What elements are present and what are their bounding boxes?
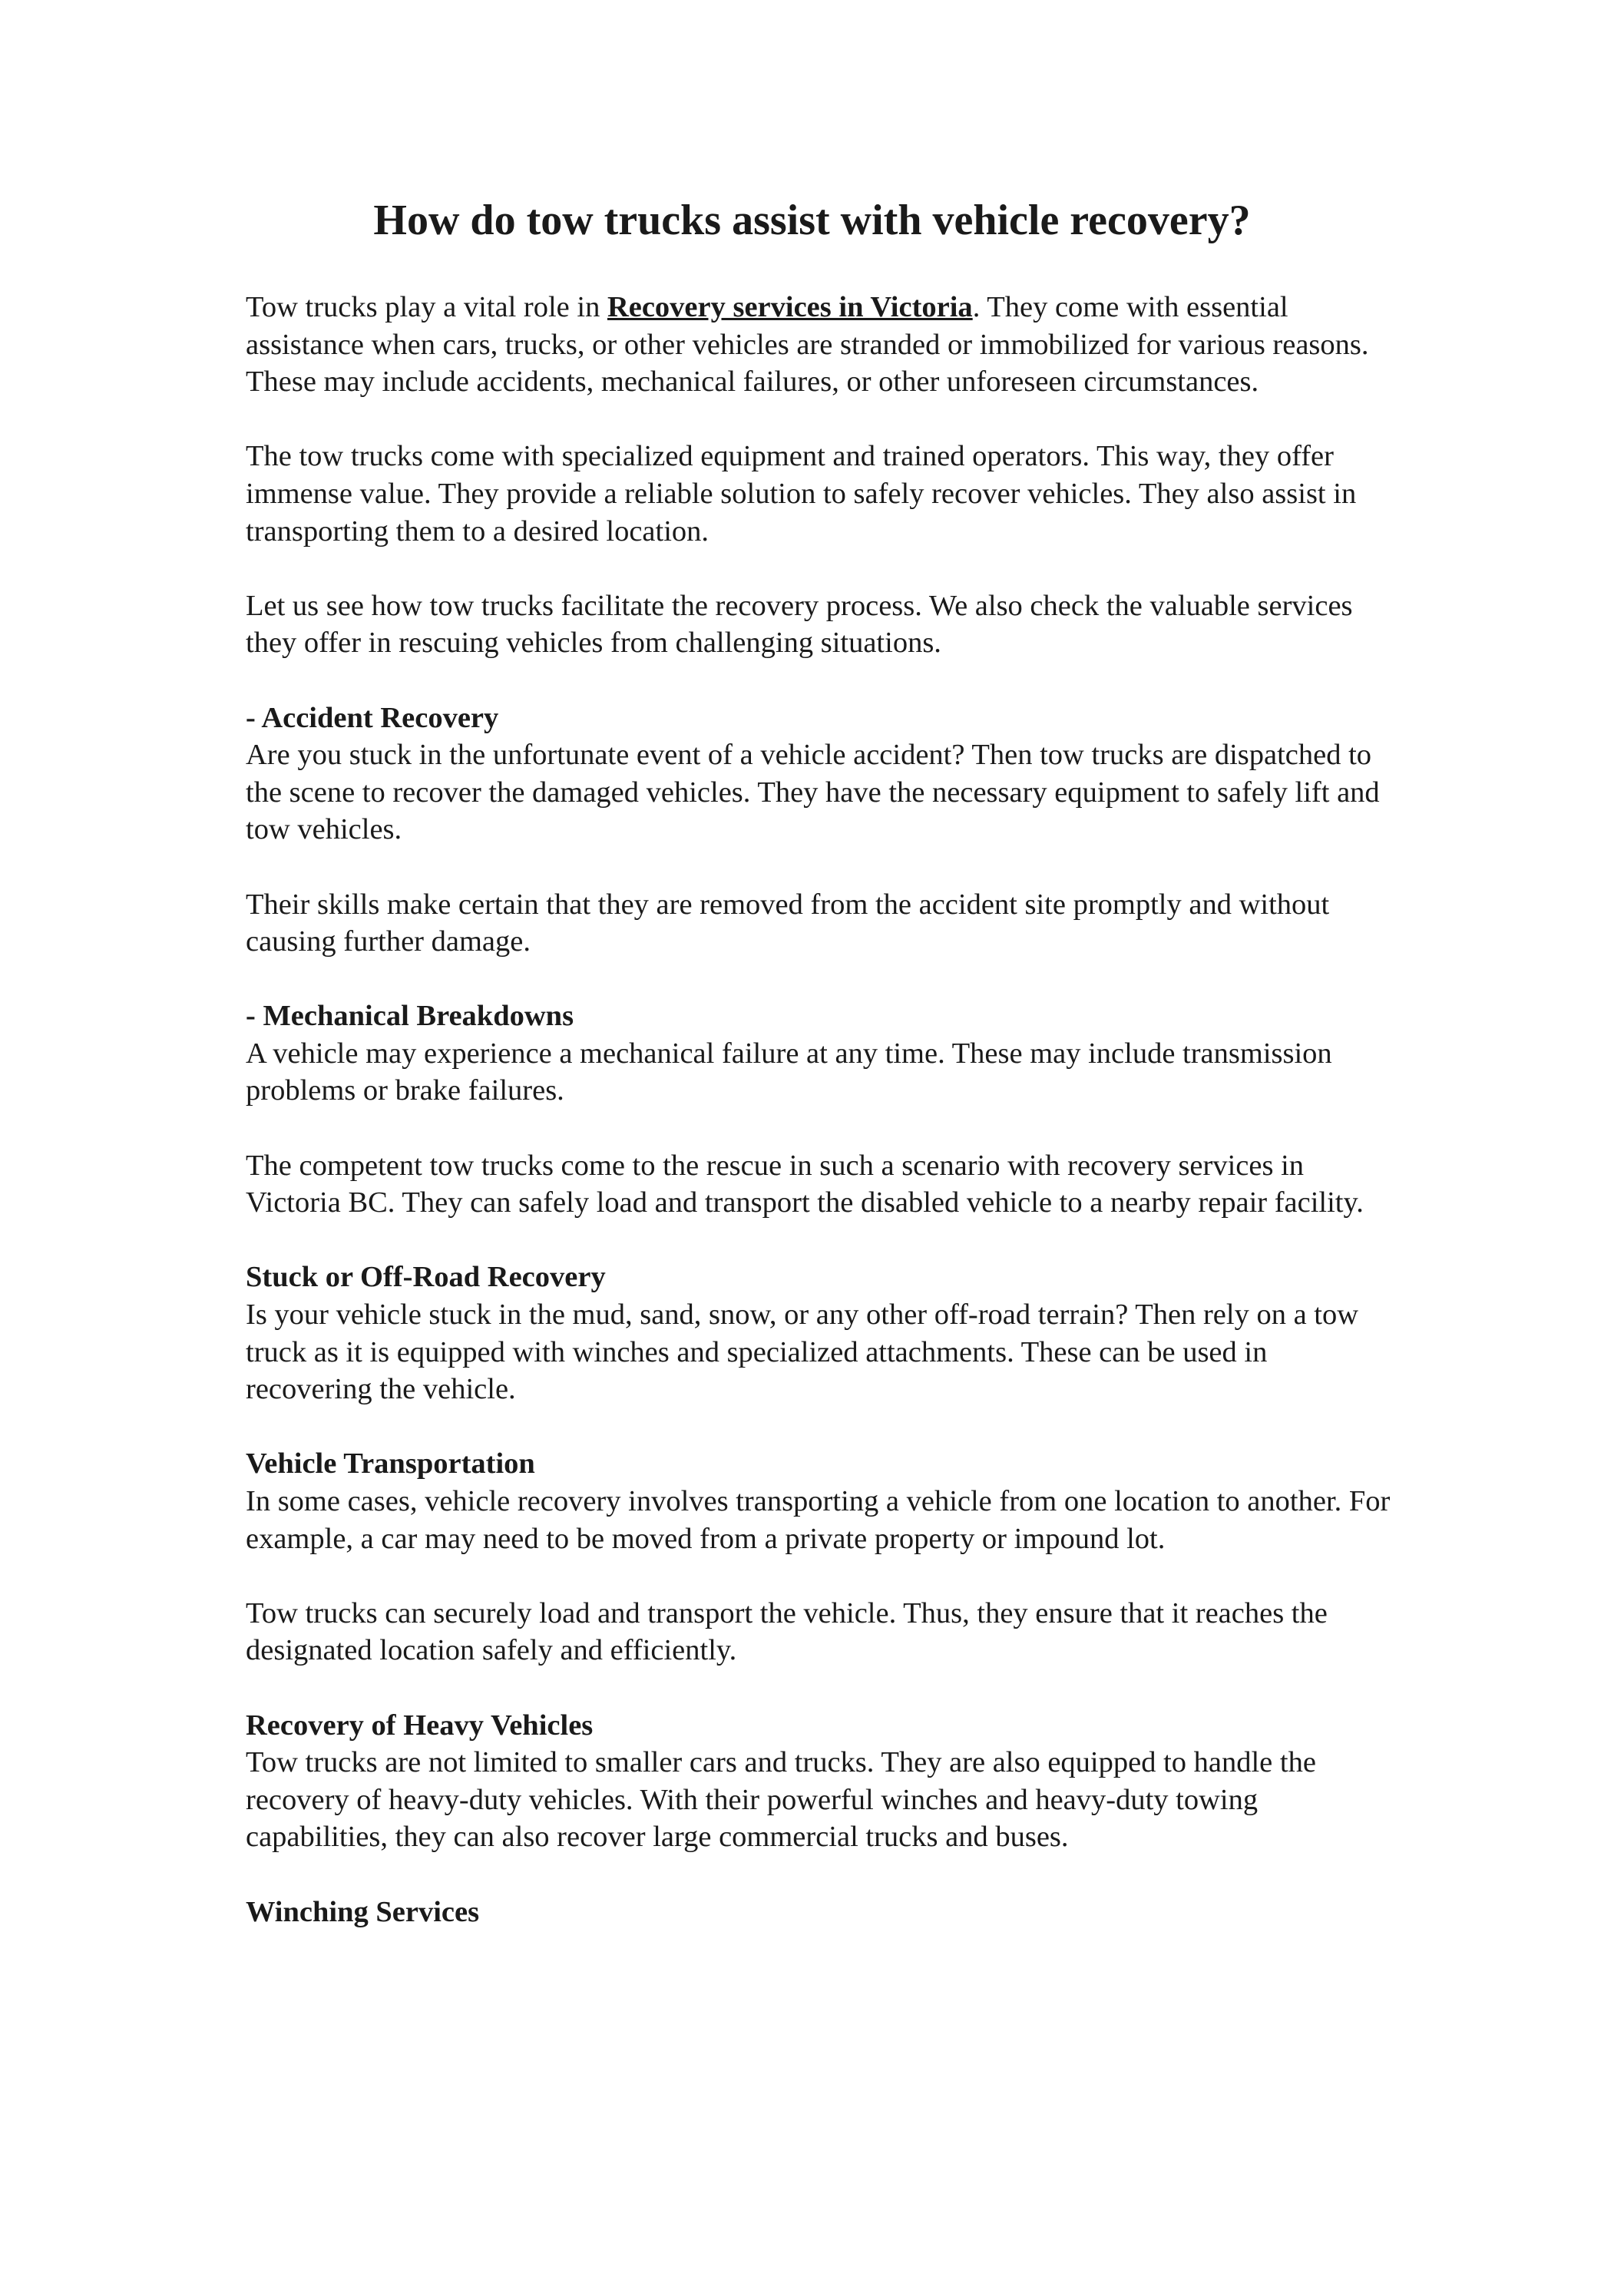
document-body <box>246 289 1397 1930</box>
section-paragraph: Is your vehicle stuck in the mud, sand, snow, or any other off-road terrain? Then rely on a tow truck as it is equipped with winches and specialized attachments. These can be used in recovering the vehicle. <box>246 1299 1359 1406</box>
recovery-services-link[interactable]: Recovery services in Victoria <box>607 291 973 323</box>
section-paragraph: The competent tow trucks come to the rescue in such a scenario with recovery services in Victoria BC. They can safely load and transport the disabled vehicle to a nearby repair facility. <box>246 1149 1364 1219</box>
section-heading-heavy-vehicles: Recovery of Heavy Vehicles <box>246 1709 594 1742</box>
section-heading-accident-recovery: - Accident Recovery <box>246 701 499 734</box>
section-paragraph: Their skills make certain that they are removed from the accident site promptly and without causing further damage. <box>246 888 1330 958</box>
section-paragraph: Tow trucks can securely load and transport the vehicle. Thus, they ensure that it reaches the designated location safely and efficiently. <box>246 1596 1328 1667</box>
intro-text-after-link: . They come with essential assistance when cars, trucks, or other vehicles are stranded or immobilized for various reasons. These may include accidents, mechanical failures, or other unforeseen circumstances. <box>246 291 1369 399</box>
section-heading-vehicle-transportation: Vehicle Transportation <box>246 1447 535 1480</box>
paragraph-equipment: The tow trucks come with specialized equipment and trained operators. This way, they offer immense value. They provide a reliable solution to safely recover vehicles. They also assist in transporting them to a desired location. <box>246 440 1357 548</box>
section-paragraph: Are you stuck in the unfortunate event of a vehicle accident? Then tow trucks are dispatched to the scene to recover the damaged vehicles. They have the necessary equipment to safely lift and tow vehicles. <box>246 739 1380 846</box>
intro-text-before-link: Tow trucks play a vital role in <box>246 291 607 323</box>
page-title: How do tow trucks assist with vehicle recovery? <box>373 197 1251 244</box>
section-paragraph: In some cases, vehicle recovery involves transporting a vehicle from one location to another. For example, a car may need to be moved from a private property or impound lot. <box>246 1485 1391 1555</box>
section-heading-off-road-recovery: Stuck or Off-Road Recovery <box>246 1261 606 1294</box>
section-paragraph: A vehicle may experience a mechanical failure at any time. These may include transmission problems or brake failures. <box>246 1037 1332 1107</box>
section-heading-winching-services: Winching Services <box>246 1895 480 1928</box>
section-paragraph: Tow trucks are not limited to smaller cars and trucks. They are also equipped to handle the recovery of heavy-duty vehicles. With their powerful winches and heavy-duty towing capabilities, they can also recover large commercial trucks and buses. <box>246 1746 1316 1854</box>
paragraph-overview: Let us see how tow trucks facilitate the recovery process. We also check the valuable services they offer in rescuing vehicles from challenging situations. <box>246 589 1353 660</box>
intro-paragraph <box>246 289 1397 401</box>
section-heading-mechanical-breakdowns: - Mechanical Breakdowns <box>246 1000 574 1033</box>
